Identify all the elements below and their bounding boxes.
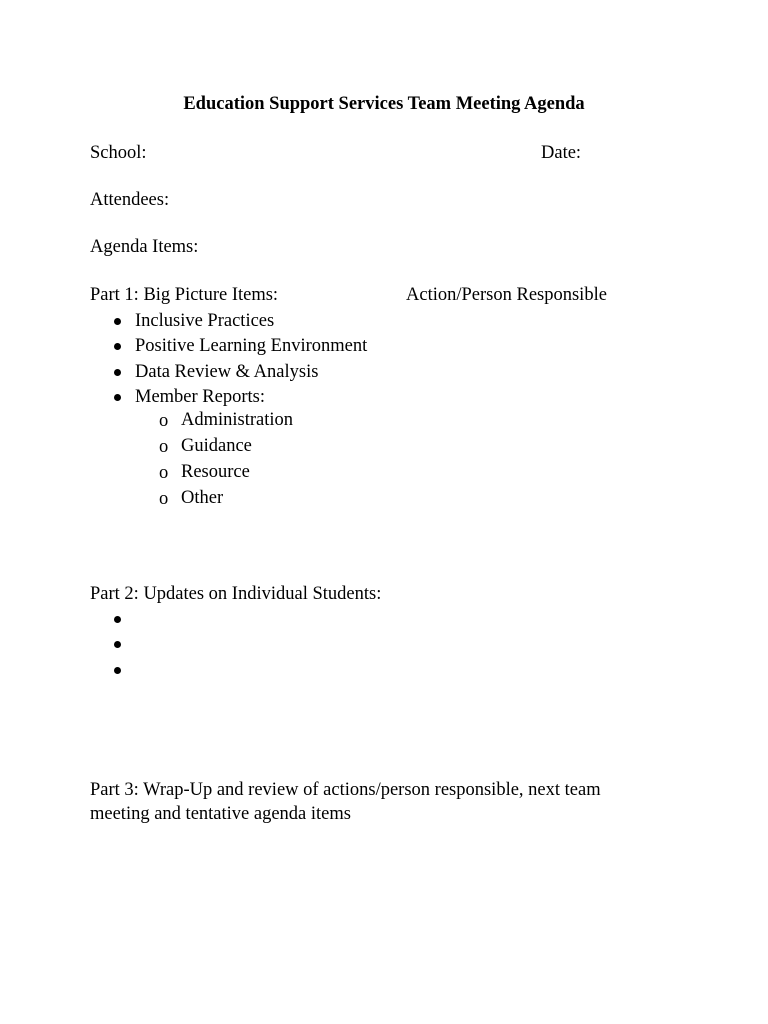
circle-bullet-icon: o <box>159 411 169 431</box>
list-item: Data Review & Analysis <box>135 362 319 382</box>
part1-heading: Part 1: Big Picture Items: <box>90 285 279 305</box>
attendees-label: Attendees: <box>90 190 170 210</box>
part3-line-1: Part 3: Wrap-Up and review of actions/person responsible, next team <box>90 780 601 800</box>
bullet-icon <box>114 394 121 401</box>
list-item: Positive Learning Environment <box>135 336 368 356</box>
list-item: Other <box>181 488 224 508</box>
date-label: Date: <box>541 143 582 163</box>
agenda-items-label: Agenda Items: <box>90 237 199 257</box>
bullet-icon <box>114 343 121 350</box>
circle-bullet-icon: o <box>159 437 169 457</box>
circle-bullet-icon: o <box>159 463 169 483</box>
action-person-responsible-heading: Action/Person Responsible <box>406 285 607 305</box>
list-item: Guidance <box>181 436 252 456</box>
bullet-icon <box>114 616 121 623</box>
list-item: Resource <box>181 462 250 482</box>
school-label: School: <box>90 143 147 163</box>
bullet-icon <box>114 667 121 674</box>
list-item: Administration <box>181 410 294 430</box>
part3-line-2: meeting and tentative agenda items <box>90 804 351 824</box>
page-title: Education Support Services Team Meeting Agenda <box>183 94 585 114</box>
bullet-icon <box>114 369 121 376</box>
bullet-icon <box>114 641 121 648</box>
list-item: Inclusive Practices <box>135 311 275 331</box>
part2-heading: Part 2: Updates on Individual Students: <box>90 584 382 604</box>
bullet-icon <box>114 318 121 325</box>
list-item: Member Reports: <box>135 387 265 407</box>
circle-bullet-icon: o <box>159 489 169 509</box>
